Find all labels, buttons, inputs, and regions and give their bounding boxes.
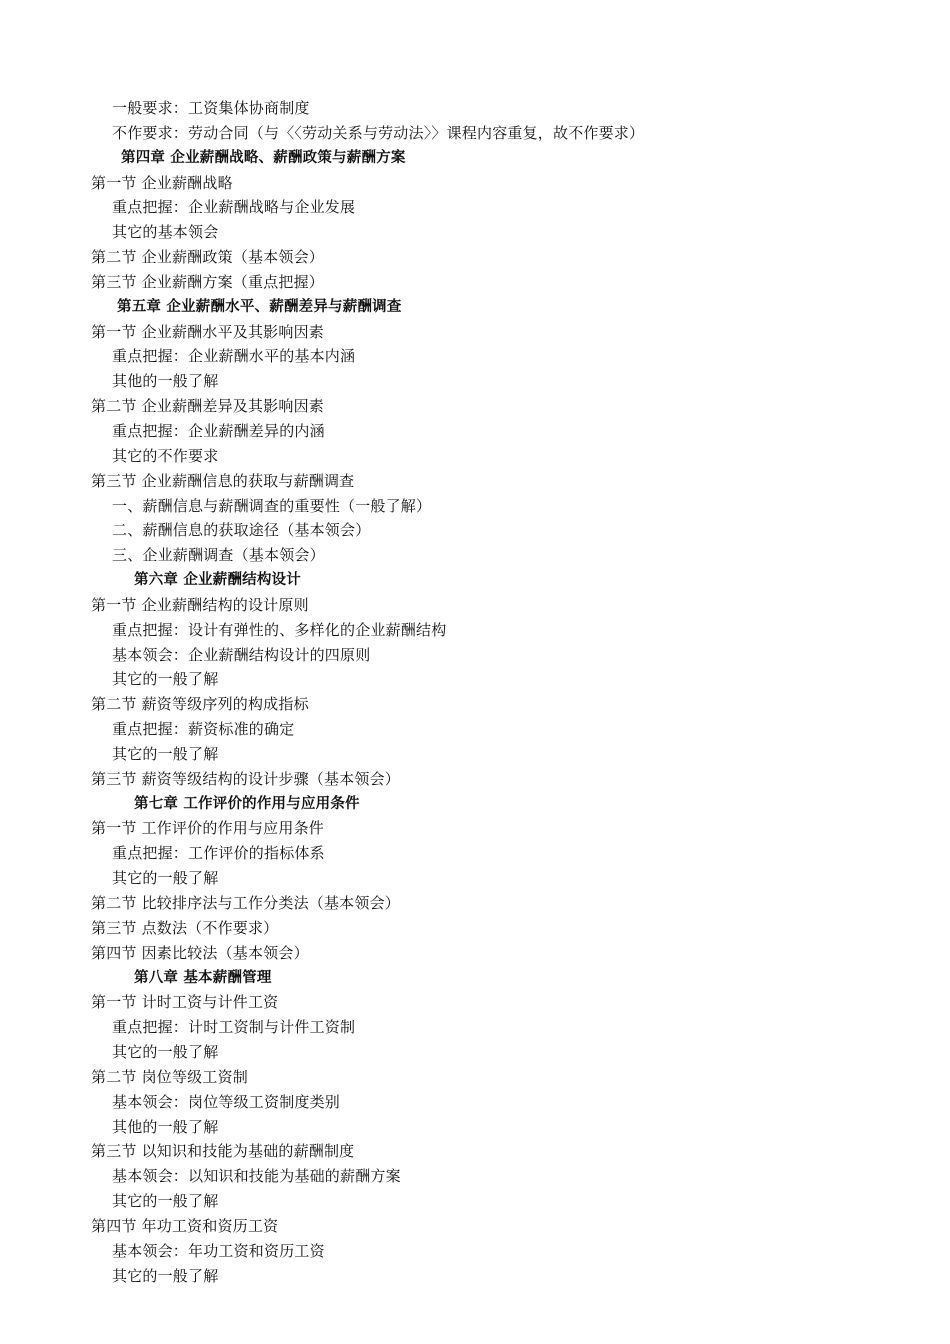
requirement-line: 重点把握：工作评价的指标体系: [112, 844, 325, 863]
requirement-line: 其它的不作要求: [112, 446, 219, 465]
requirement-line: 其他的一般了解: [112, 372, 219, 391]
requirement-line: 其它的一般了解: [112, 1192, 219, 1211]
requirement-line: 其它的一般了解: [112, 1043, 219, 1062]
requirement-line: 基本领会：岗位等级工资制度类别: [112, 1092, 341, 1111]
section-title: 第二节 比较排序法与工作分类法（基本领会）: [91, 894, 400, 912]
requirement-line: 基本领会：年功工资和资历工资: [112, 1241, 325, 1260]
requirement-line: 其他的一般了解: [112, 1117, 219, 1136]
section-title: 第三节 企业薪酬信息的获取与薪酬调查: [91, 471, 355, 490]
section-title: 第三节 薪资等级结构的设计步骤（基本领会）: [91, 769, 400, 788]
requirement-line: 其它的一般了解: [112, 869, 219, 888]
requirement-line: 重点把握：企业薪酬差异的内涵: [112, 421, 325, 440]
requirement-line: 重点把握：设计有弹性的、多样化的企业薪酬结构: [112, 620, 447, 639]
chapter-heading: 第五章 企业薪酬水平、薪酬差异与薪酬调查: [117, 298, 402, 315]
section-title: 第二节 企业薪酬差异及其影响因素: [91, 397, 324, 416]
section-title: 第一节 企业薪酬战略: [91, 173, 233, 192]
requirement-line: 基本领会：企业薪酬结构设计的四原则: [112, 645, 371, 664]
requirement-line: 其它的基本领会: [112, 223, 219, 242]
requirement-line: 重点把握：薪资标准的确定: [112, 720, 295, 739]
requirement-line: 一般要求：工资集体协商制度: [112, 99, 310, 117]
section-title: 第一节 计时工资与计件工资: [91, 993, 279, 1012]
requirement-line: 其它的一般了解: [112, 1266, 219, 1285]
list-item: 三、企业薪酬调查（基本领会）: [112, 546, 325, 565]
section-title: 第一节 工作评价的作用与应用条件: [91, 819, 324, 838]
section-title: 第三节 点数法（不作要求）: [91, 918, 279, 937]
requirement-line: 重点把握：计时工资制与计件工资制: [112, 1018, 356, 1037]
section-title: 第一节 企业薪酬水平及其影响因素: [91, 322, 324, 341]
requirement-line: 重点把握：企业薪酬水平的基本内涵: [112, 347, 356, 366]
requirement-line: 重点把握：企业薪酬战略与企业发展: [112, 198, 356, 217]
section-title: 第一节 企业薪酬结构的设计原则: [91, 595, 309, 614]
section-title: 第二节 薪资等级序列的构成指标: [91, 695, 309, 714]
list-item: 二、薪酬信息的获取途径（基本领会）: [112, 521, 371, 540]
section-title: 第二节 企业薪酬政策（基本领会）: [91, 248, 324, 267]
list-item: 一、薪酬信息与薪酬调查的重要性（一般了解）: [112, 496, 432, 515]
chapter-heading: 第六章 企业薪酬结构设计: [134, 572, 301, 589]
requirement-line: 基本领会：以知识和技能为基础的薪酬方案: [112, 1167, 401, 1186]
section-title: 第四节 因素比较法（基本领会）: [91, 943, 309, 962]
document-page: [0, 96, 950, 1289]
chapter-heading: 第八章 基本薪酬管理: [134, 969, 272, 986]
section-title: 第四节 年功工资和资历工资: [91, 1216, 279, 1235]
requirement-line: 不作要求：劳动合同（与〈〈劳动关系与劳动法〉〉课程内容重复，故不作要求）: [112, 123, 645, 142]
requirement-line: 其它的一般了解: [112, 744, 219, 763]
chapter-heading: 第四章 企业薪酬战略、薪酬政策与薪酬方案: [121, 149, 406, 166]
section-title: 第三节 企业薪酬方案（重点把握）: [91, 272, 324, 291]
requirement-line: 其它的一般了解: [112, 670, 219, 689]
section-title: 第二节 岗位等级工资制: [91, 1067, 248, 1086]
section-title: 第三节 以知识和技能为基础的薪酬制度: [91, 1142, 355, 1161]
chapter-heading: 第七章 工作评价的作用与应用条件: [134, 795, 360, 812]
